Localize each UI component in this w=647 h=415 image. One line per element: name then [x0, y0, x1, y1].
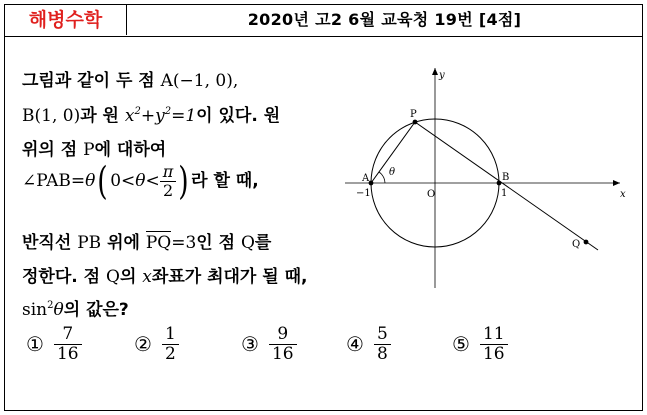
tick-neg1: −1 [356, 188, 371, 199]
math-point-b: B(1, 0) [22, 106, 81, 126]
math-pb: PB [77, 233, 102, 253]
math-point-a: A(−1, 0), [160, 71, 239, 91]
point-a [369, 181, 374, 186]
text: 반직선 [22, 233, 72, 253]
math-x: x [142, 267, 152, 287]
header [5, 5, 642, 37]
math-theta: θ [85, 171, 96, 191]
ray-pbq [415, 122, 598, 250]
text: 에 대하여 [94, 140, 167, 160]
math-q: Q [106, 267, 120, 287]
text: 라 할 때, [191, 171, 259, 191]
text: 를 [254, 233, 272, 253]
problem-line-6 [22, 262, 307, 287]
choice-3[interactable] [241, 325, 297, 363]
choice-marker: ① [26, 332, 44, 357]
fraction-numerator: 9 [269, 325, 297, 345]
math-superscript: 2 [47, 300, 54, 311]
fraction-denominator: 2 [164, 343, 176, 364]
text: 위의 점 [22, 140, 78, 160]
math-zero-lt: 0< [110, 171, 136, 191]
choice-fraction [54, 325, 82, 363]
problem-line-1 [22, 66, 238, 91]
fraction-denominator: 16 [271, 343, 294, 364]
y-axis-arrow [432, 68, 438, 75]
text: 정한다. 점 [22, 267, 101, 287]
math-segment-pq: PQ [145, 233, 172, 253]
math-lt: < [145, 171, 160, 191]
choice-marker: ④ [346, 332, 364, 357]
text: 이 있다. 원 [196, 106, 281, 126]
problem-line-4 [22, 159, 259, 203]
label-q: Q [572, 239, 581, 250]
math-q: Q [240, 233, 255, 253]
problem-line-3 [22, 135, 166, 160]
choice-marker: ⑤ [452, 332, 470, 357]
fraction-denominator: 2 [162, 180, 174, 200]
x-axis-arrow [613, 180, 620, 186]
math-angle: ∠PAB= [22, 171, 86, 191]
choice-marker: ② [134, 332, 152, 357]
choice-4[interactable] [346, 325, 391, 363]
math-point-p: P [83, 140, 95, 160]
math-theta: θ [53, 300, 64, 320]
right-paren: ) [178, 159, 189, 203]
fraction-pi-over-2 [160, 163, 177, 199]
fraction-denominator: 16 [56, 343, 79, 364]
label-y: y [439, 70, 445, 81]
choice-2[interactable] [134, 325, 179, 363]
math-sin: sin [22, 300, 48, 320]
text: 위에 [107, 233, 140, 253]
exam-title: 2020년 고2 6월 교육청 19번 [4점] [247, 10, 522, 29]
label-a: A [362, 173, 370, 184]
fraction-numerator: 11 [480, 325, 508, 345]
label-o: O [427, 189, 436, 200]
math-circle-equation: $x^2+y^2=1$ [124, 106, 197, 126]
text: 그림과 같이 두 점 [22, 71, 155, 91]
problem-line-2 [22, 101, 280, 126]
fraction-denominator: 16 [482, 343, 505, 364]
choice-marker: ③ [241, 332, 259, 357]
point-b [497, 181, 502, 186]
choice-1[interactable] [26, 325, 82, 363]
point-q [584, 240, 589, 245]
math-eq-3: =3 [171, 233, 197, 253]
angle-arc [379, 172, 385, 183]
text: 좌표가 최대가 될 때, [151, 267, 308, 287]
label-theta: θ [389, 167, 396, 178]
label-b: B [502, 172, 510, 183]
fraction-numerator: π [160, 163, 177, 182]
fraction-numerator: 1 [162, 325, 179, 345]
choice-fraction [162, 325, 179, 363]
choice-fraction [480, 325, 508, 363]
choice-fraction [269, 325, 297, 363]
brand-logo: 해병수학 [5, 5, 127, 35]
text: 의 [119, 267, 137, 287]
label-x: x [620, 189, 626, 200]
left-paren: ( [97, 159, 108, 203]
math-theta: θ [135, 171, 146, 191]
text: 인 점 [196, 233, 236, 253]
tick-1: 1 [501, 188, 508, 199]
choice-5[interactable] [452, 325, 508, 363]
text: 과 원 [80, 106, 119, 126]
point-p [413, 120, 418, 125]
text: 의 값은? [63, 300, 129, 320]
fraction-denominator: 8 [376, 343, 388, 364]
choice-fraction [374, 325, 391, 363]
geometry-figure [338, 58, 630, 298]
problem-line-7 [22, 295, 129, 320]
fraction-numerator: 7 [54, 325, 82, 345]
label-p: P [410, 109, 417, 120]
problem-line-5 [22, 228, 271, 253]
fraction-numerator: 5 [374, 325, 391, 345]
